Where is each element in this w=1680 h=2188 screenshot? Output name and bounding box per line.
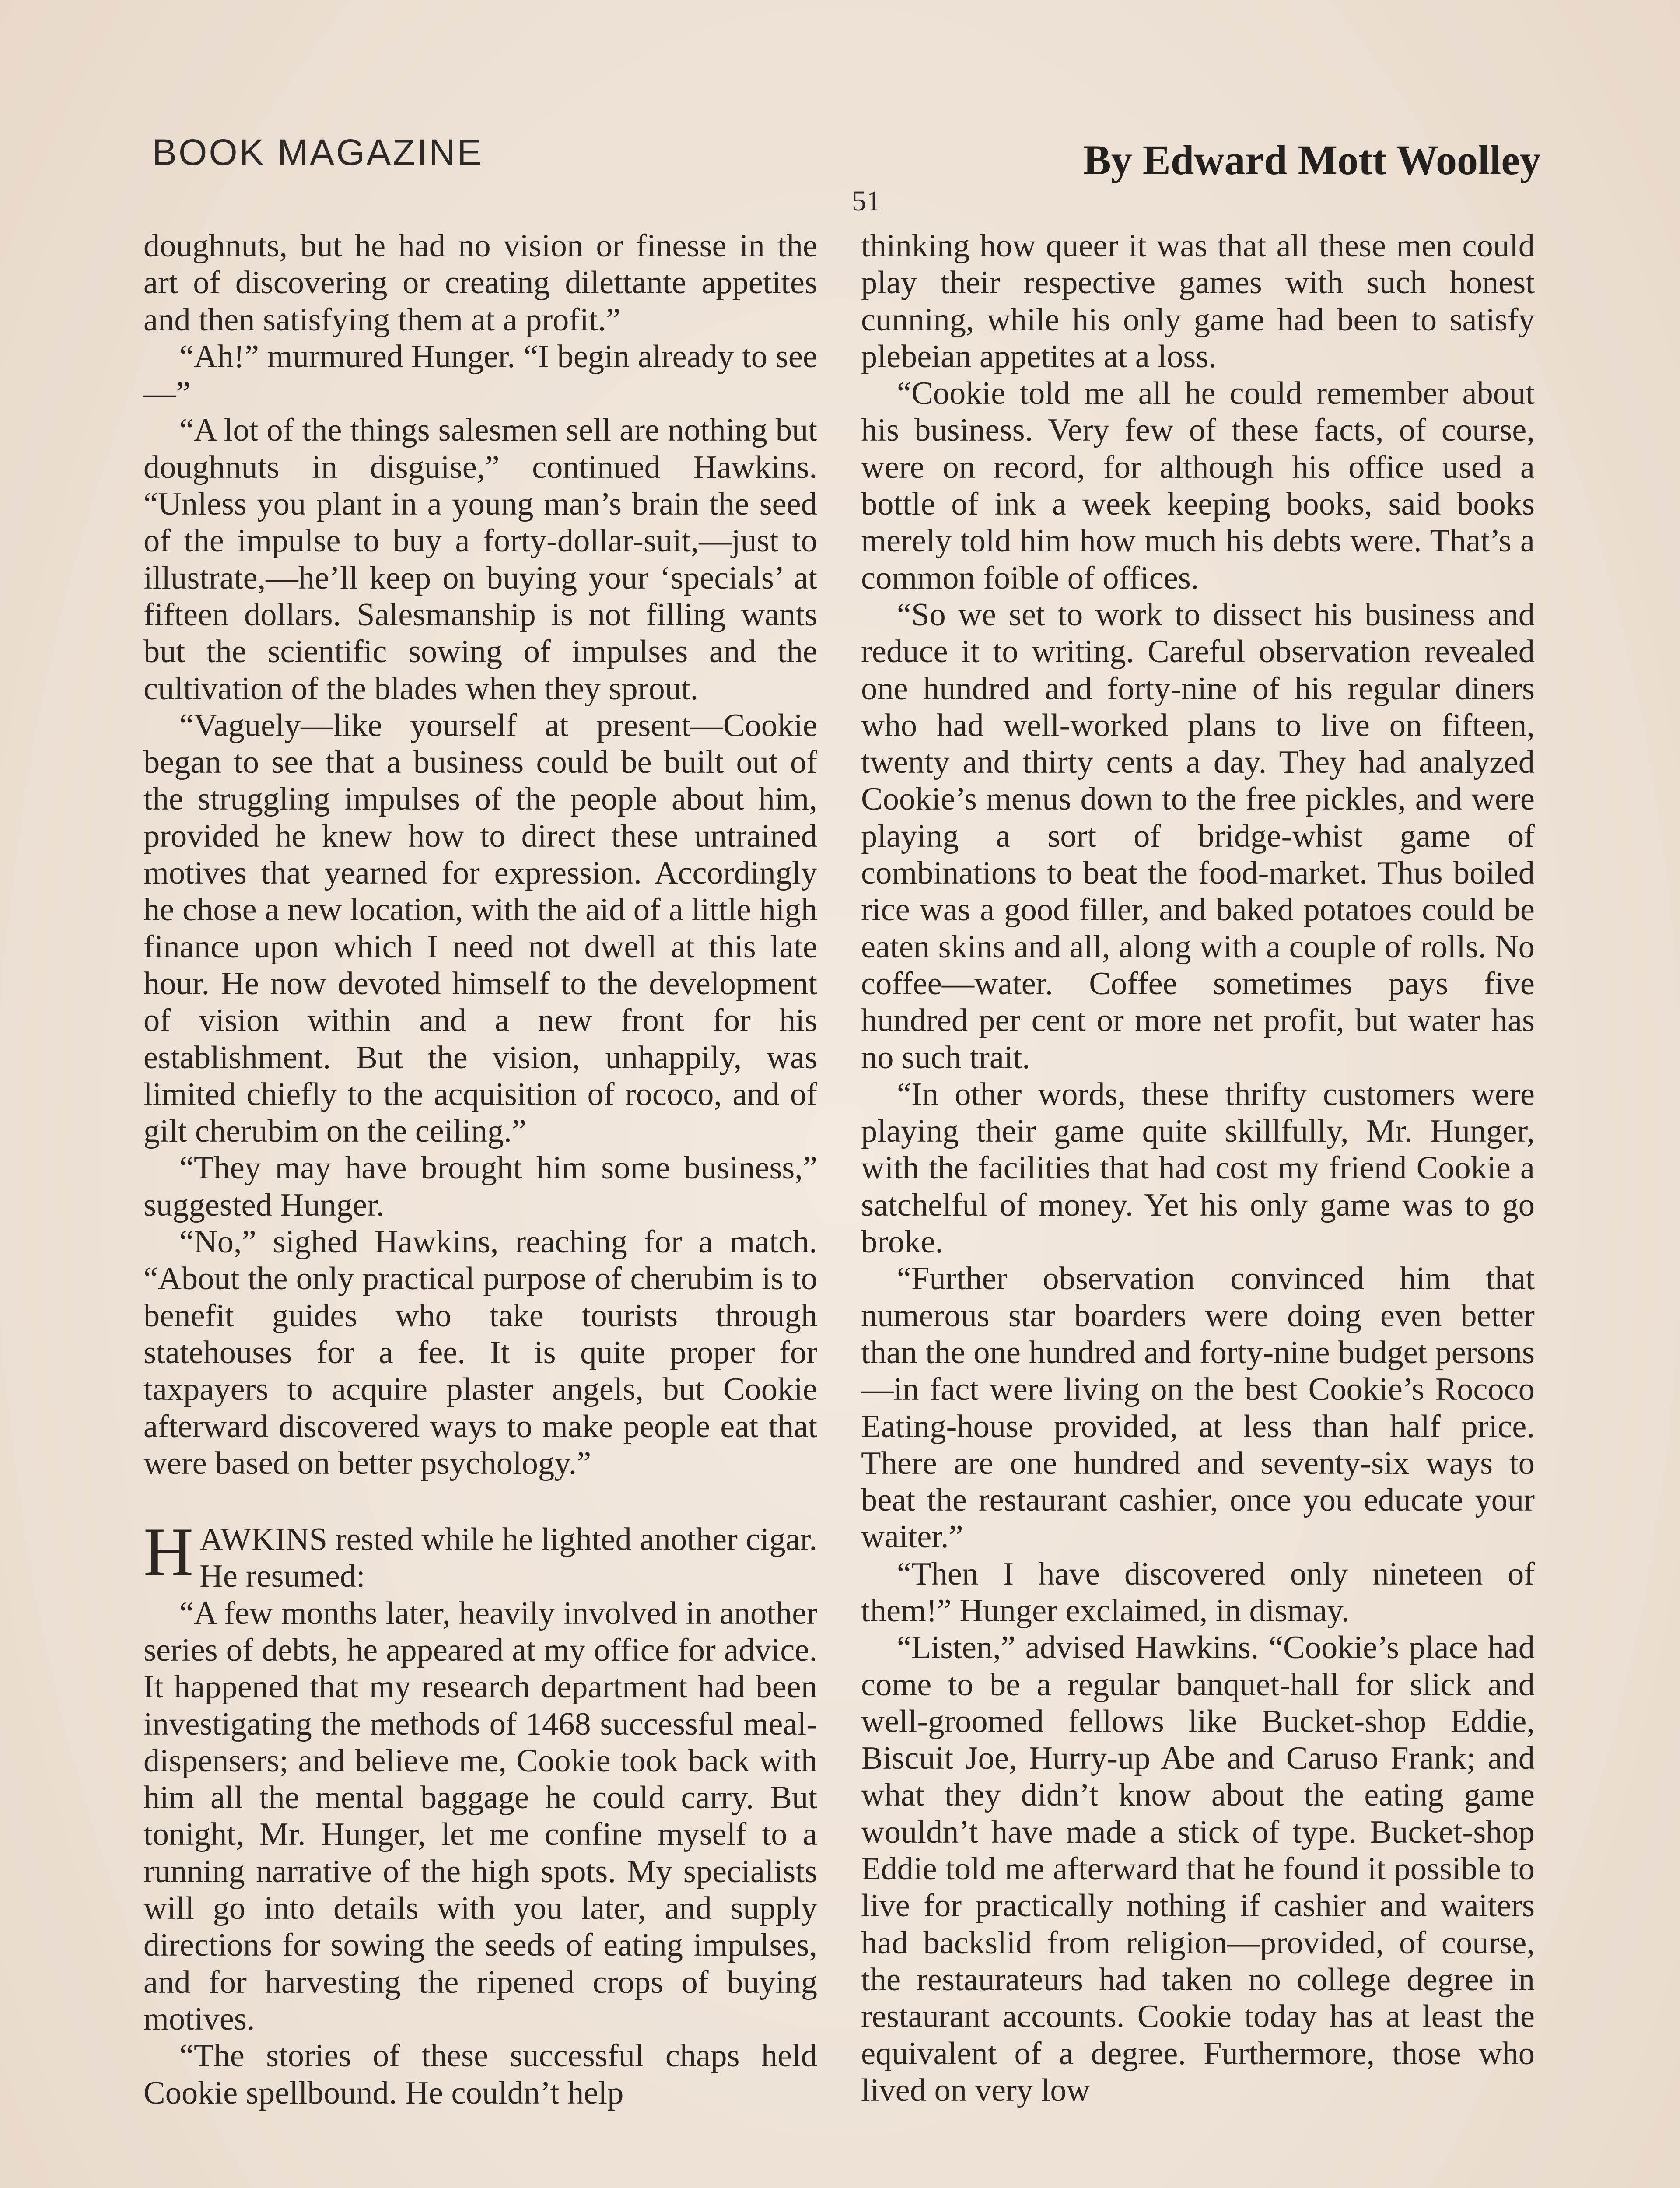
paragraph: “So we set to work to dissect his business and reduce it to writing. Careful observation revealed one hundred and forty-nine of his regular diners who had well-worked plans to live on fifteen, twenty and thirty cents a day. They had analyzed Cookie’s menus down to the free pickles, and were playing a sort of bridge-whist game of combinations to beat the food-market. Thus boiled rice was a good filler, and baked potatoes could be eaten skins and all, along with a couple of rolls. No coffee—water. Coffee sometimes pays five hundred per cent or more net profit, but water has no such trait. xyxy=(861,596,1535,1076)
section-start-paragraph xyxy=(144,1514,817,1595)
paragraph: “The stories of these successful chaps held Cookie spellbound. He couldn’t help xyxy=(144,2038,817,2111)
paragraph: “Listen,” advised Hawkins. “Cookie’s place had come to be a regular banquet-hall for slick and well-groomed fellows like Bucket-shop Eddie, Biscuit Joe, Hurry-up Abe and Caruso Frank; and what they didn’t know about the eating game wouldn’t have made a stick of type. Bucket-shop Eddie told me afterward that he found it possible to live for practically nothing if cashier and waiters had backslid from religion—provided, of course, the restaurateurs had taken no college degree in restaurant accounts. Cookie today has at least the equivalent of a degree. Furthermore, those who lived on very low xyxy=(861,1630,1535,2108)
drop-cap: H xyxy=(144,1514,194,1591)
left-column xyxy=(144,228,817,2111)
paragraph: “A few months later, heavily involved in another series of debts, he appeared at my office for advice. It happened that my research department had been investigating the methods of 1468 successful meal-dispensers; and believe me, Cookie took back with him all the mental baggage he could carry. But tonight, Mr. Hunger, let me confine myself to a running narrative of the high spots. My specialists will go into details with you later, and supply directions for sowing the seeds of eating impulses, and for harvesting the ripened crops of buying motives. xyxy=(144,1595,817,2037)
paragraph: doughnuts, but he had no vision or finesse in the art of discovering or creating dilettante appetites and then satisfying them at a profit.” xyxy=(144,228,817,338)
paragraph: “Vaguely—like yourself at present—Cookie began to see that a business could be built out of the struggling impulses of the people about him, provided he knew how to direct these untrained motives that yearned for expression. Accordingly he chose a new location, with the aid of a little high finance upon which I need not dwell at this late hour. He now devoted himself to the development of vision within and a new front for his establishment. But the vision, unhappily, was limited chiefly to the acquisition of rococo, and of gilt cherubim on the ceiling.” xyxy=(144,707,817,1150)
paragraph: “No,” sighed Hawkins, reaching for a match. “About the only practical purpose of cherubim is to benefit guides who take tourists through statehouses for a fee. It is quite proper for taxpayers to acquire plaster angels, but Cookie afterward discovered ways to make people eat that were based on better psychology.” xyxy=(144,1224,817,1481)
paragraph: “Ah!” murmured Hunger. “I begin already to see—” xyxy=(144,338,817,412)
author-byline: By Edward Mott Woolley xyxy=(1083,137,1541,183)
paragraph: “Further observation convinced him that numerous star boarders were doing even better than the one hundred and forty-nine budget persons—in fact were living on the best Cookie’s Rococo Eating-house provided, at less than half price. There are one hundred and seventy-six ways to beat the restaurant cashier, once you educate your waiter.” xyxy=(861,1261,1535,1555)
page-number: 51 xyxy=(852,185,881,217)
paragraph: “They may have brought him some business,” suggested Hunger. xyxy=(144,1150,817,1223)
paragraph: “Cookie told me all he could remember about his business. Very few of these facts, of course, were on record, for although his office used a bottle of ink a week keeping books, said books merely told him how much his debts were. That’s a common foible of offices. xyxy=(861,375,1535,596)
paragraph: “Then I have discovered only nineteen of them!” Hunger exclaimed, in dismay. xyxy=(861,1556,1535,1629)
paragraph: “A lot of the things salesmen sell are nothing but doughnuts in disguise,” continued Hawkins. “Unless you plant in a young man’s brain the seed of the impulse to buy a forty-dollar-suit,—just to illustrate,—he’ll keep on buying your ‘specials’ at fifteen dollars. Salesmanship is not filling wants but the scientific sowing of impulses and the cultivation of the blades when they sprout. xyxy=(144,412,817,707)
paragraph: thinking how queer it was that all these men could play their respective games with such honest cunning, while his only game had been to satisfy plebeian appetites at a loss. xyxy=(861,228,1535,375)
paragraph: “In other words, these thrifty customers were playing their game quite skillfully, Mr. Hunger, with the facilities that had cost my friend Cookie a satchelful of money. Yet his only game was to go broke. xyxy=(861,1076,1535,1260)
paragraph-text: AWKINS rested while he lighted another cigar. He resumed: xyxy=(200,1522,817,1595)
magazine-title: BOOK MAGAZINE xyxy=(152,132,483,173)
right-column xyxy=(861,228,1535,2109)
